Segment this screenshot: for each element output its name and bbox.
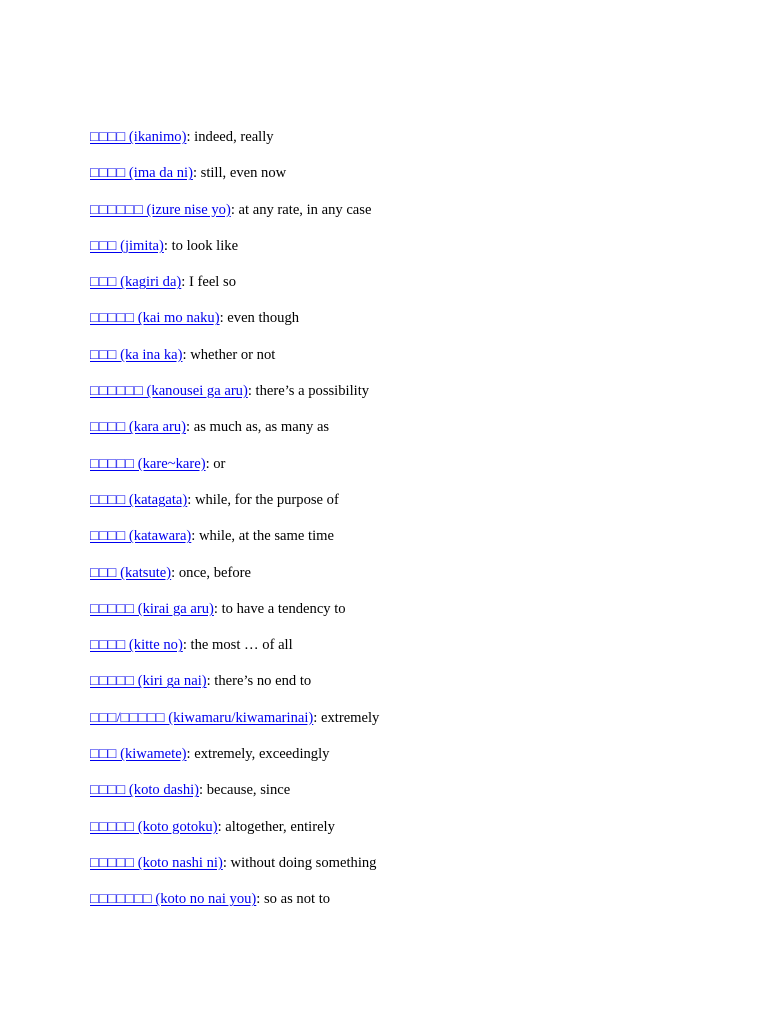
definition-text: : extremely, exceedingly [186,746,330,763]
list-item [90,272,730,308]
list-item [90,599,730,635]
definition-text: : extremely [313,709,380,726]
list-item [90,200,730,236]
list-item [90,635,730,671]
list-item [90,563,730,599]
definition-text: : I feel so [181,274,236,291]
term-link[interactable]: □□□□ (ima da ni) [90,165,193,182]
term-link[interactable]: □□□ (kagiri da) [90,274,182,291]
term-link[interactable]: □□□□□ (kiri ga nai) [90,673,207,690]
definition-text: : the most … of all [182,637,293,654]
definition-text: : while, at the same time [191,528,334,545]
list-item [90,417,730,453]
term-link[interactable]: □□□□□ (kirai ga aru) [90,600,214,617]
definition-text: : to look like [163,237,239,254]
definition-text: : once, before [171,564,251,581]
definition-text: : whether or not [182,346,276,363]
term-link[interactable]: □□□□□ (kai mo naku) [90,310,220,327]
term-link[interactable]: □□□□ (kara aru) [90,419,187,436]
list-item [90,490,730,526]
list-item [90,345,730,381]
definition-text: : so as not to [256,891,331,908]
term-link[interactable]: □□□/□□□□□ (kiwamaru/kiwamarinai) [90,709,314,726]
definition-text: : without doing something [222,854,377,871]
list-item [90,236,730,272]
term-link[interactable]: □□□ (kiwamete) [90,746,187,763]
definition-text: : there’s a possibility [247,383,370,400]
definition-text: : even though [219,310,300,327]
list-item [90,708,730,744]
list-item [90,744,730,780]
definition-text: : there’s no end to [206,673,312,690]
term-link[interactable]: □□□□ (katagata) [90,491,188,508]
grammar-list [90,127,730,926]
list-item [90,163,730,199]
definition-text: : still, even now [192,165,287,182]
term-link[interactable]: □□□□ (ikanimo) [90,129,187,145]
term-link[interactable]: □□□□ (koto dashi) [90,782,200,799]
term-link[interactable]: □□□ (ka ina ka) [90,346,183,363]
list-item [90,526,730,562]
list-item [90,454,730,490]
definition-text: : to have a tendency to [213,600,346,617]
definition-text: : while, for the purpose of [187,491,339,508]
definition-text: : because, since [199,782,291,799]
list-item [90,127,730,163]
term-link[interactable]: □□□□□ (koto nashi ni) [90,854,223,871]
term-link[interactable]: □□□□□□ (kanousei ga aru) [90,383,248,400]
term-link[interactable]: □□□ (katsute) [90,564,172,581]
term-link[interactable]: □□□ (jimita) [90,237,164,254]
definition-text: : as much as, as many as [186,419,330,436]
list-item [90,780,730,816]
list-item [90,671,730,707]
term-link[interactable]: □□□□□ (koto gotoku) [90,818,218,835]
term-link[interactable]: □□□□□□ (izure nise yo) [90,201,231,218]
list-item [90,308,730,344]
definition-text: : altogether, entirely [217,818,335,835]
list-item [90,853,730,889]
list-item [90,889,730,925]
list-item [90,817,730,853]
term-link[interactable]: □□□□□ (kare~kare) [90,455,206,472]
term-link[interactable]: □□□□ (kitte no) [90,637,183,654]
definition-text: : indeed, really [186,129,274,145]
definition-text: : or [205,455,226,472]
term-link[interactable]: □□□□ (katawara) [90,528,192,545]
term-link[interactable]: □□□□□□□ (koto no nai you) [90,891,257,908]
definition-text: : at any rate, in any case [230,201,372,218]
list-item [90,381,730,417]
